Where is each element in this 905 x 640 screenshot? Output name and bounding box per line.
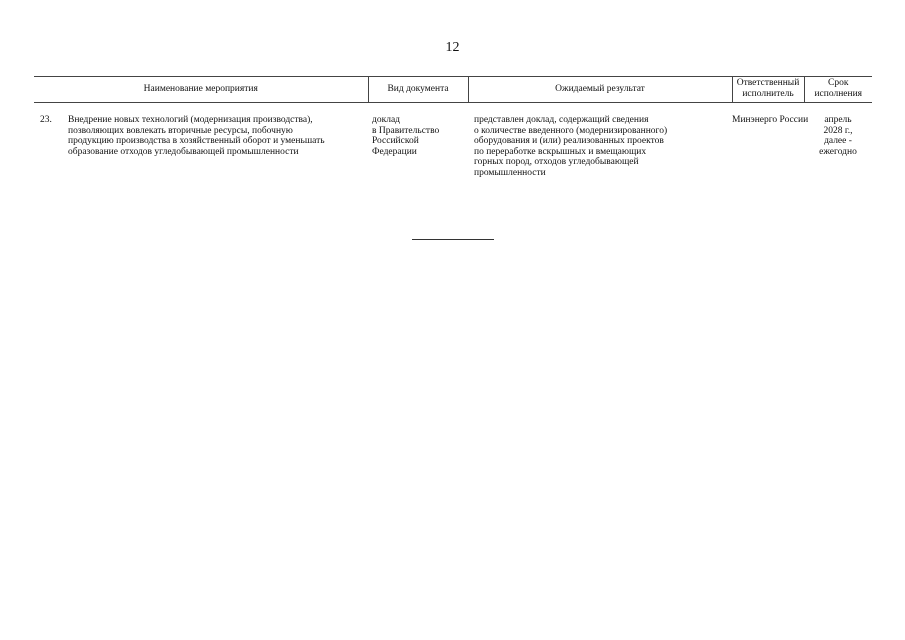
page-number: 12 [445, 40, 460, 55]
row-name-cell [34, 103, 368, 179]
header-result: Ожидаемый результат [468, 77, 732, 103]
header-doc-type: Вид документа [368, 77, 468, 103]
row-deadline: апрель 2028 г., далее - ежегодно [819, 115, 857, 157]
row-result: представлен доклад, содержащий сведения о количестве введенного (модернизированного) оборудования и (или) реализованных проектов по переработке вскрышных и вмещающих горных пород, отходов угледобывающей промышленности [474, 115, 668, 178]
header-executor: Ответственный исполнитель [732, 77, 804, 103]
measures-table [34, 76, 872, 178]
end-rule [412, 239, 494, 240]
table-row [34, 103, 872, 179]
row-executor: Минэнерго России [732, 115, 809, 125]
header-name: Наименование мероприятия [34, 77, 368, 103]
table-header-row [34, 77, 872, 103]
row-number: 23. [40, 115, 52, 125]
row-name: Внедрение новых технологий (модернизация производства), позволяющих вовлекать вторичные ресурсы, побочную продукцию производства в хозяйственный оборот и уменьшать образование отходов угледобывающей промышленности [68, 115, 325, 157]
header-deadline: Срок исполнения [804, 77, 872, 103]
row-doc-type: доклад в Правительство Российской Федерации [372, 115, 440, 157]
